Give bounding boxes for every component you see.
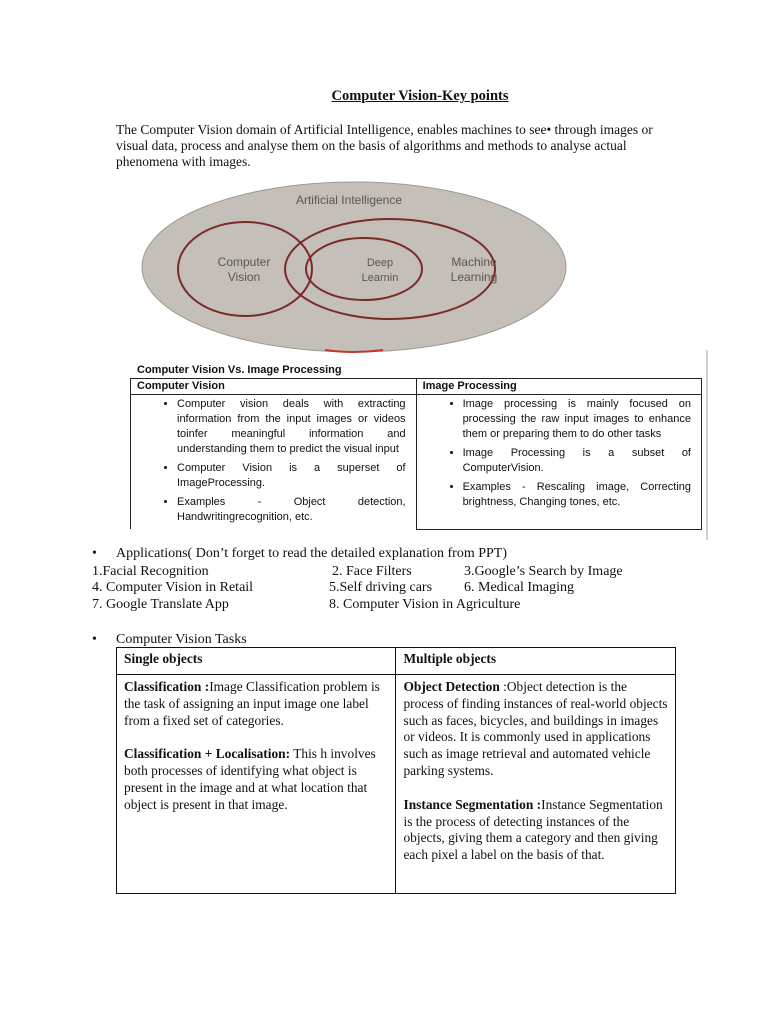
ml-label-line1: Machine: [451, 255, 497, 269]
application-item: 3.Google’s Search by Image: [464, 564, 623, 579]
cv-column-header: Computer Vision: [131, 379, 417, 395]
ai-venn-diagram: [140, 180, 570, 355]
ai-label: Artificial Intelligence: [295, 193, 403, 207]
single-objects-cell: [117, 675, 396, 894]
bullet: •: [92, 546, 97, 561]
task-description: [124, 746, 388, 813]
task-text: Instance Segmentation is the process of detecting instances of the objects, giving them a category and then giving each pixel a label on the basis of that.: [403, 796, 663, 863]
cv-tasks-table: [116, 647, 676, 894]
list-item: • Examples - Object detection, Handwritingrecognition, etc.: [177, 495, 406, 525]
task-text: Image Classification problem is the task of assigning an input image one label from a fixed set of categories.: [124, 679, 380, 728]
task-term: Object Detection: [403, 679, 500, 694]
tasks-heading: Computer Vision Tasks: [116, 632, 247, 647]
ip-points-cell: [416, 395, 701, 530]
cv-points-list: [141, 397, 406, 525]
list-item: • Computer vision deals with extracting information from the input images or videos toinfer meaningful information and understanding them to predict the visual input: [177, 397, 406, 457]
application-item: 7. Google Translate App: [92, 597, 229, 612]
bullet: •: [92, 632, 97, 647]
application-item: 6. Medical Imaging: [464, 580, 575, 595]
application-item: 1.Facial Recognition: [92, 564, 209, 579]
list-item: • Image Processing is a subset of ComputerVision.: [463, 446, 691, 476]
cv-points-cell: [131, 395, 417, 530]
task-text: :Object detection is the process of finding instances of real-world objects such as faces, bicycles, and buildings in images or videos. It is commonly used in applications such as image retrieval and automated vehicle parking systems.: [403, 679, 668, 778]
application-item: 2. Face Filters: [332, 564, 412, 579]
cv-label-line1: Computer: [217, 255, 271, 269]
task-description: [124, 679, 388, 729]
list-item: • Computer Vision is a superset of ImageProcessing.: [177, 461, 406, 491]
multiple-objects-cell: [396, 675, 676, 894]
cv-vs-ip-table: [130, 378, 702, 530]
comparison-title: Computer Vision Vs. Image Processing: [137, 364, 342, 376]
application-item: 8. Computer Vision in Agriculture: [329, 597, 521, 612]
list-item: • Image processing is mainly focused on processing the raw input images to enhance them or preparing them to do other tasks: [463, 397, 691, 442]
cv-label-line2: Vision: [227, 270, 261, 284]
scan-edge-divider: [706, 350, 708, 540]
list-item: • Examples - Rescaling image, Correcting brightness, Changing tones, etc.: [463, 480, 691, 510]
multiple-objects-header: Multiple objects: [396, 648, 676, 675]
application-item: 5.Self driving cars: [329, 580, 433, 595]
ip-points-list: [427, 397, 691, 510]
dl-label-line1: Deep: [366, 257, 394, 269]
application-item: 4. Computer Vision in Retail: [92, 580, 254, 595]
intro-paragraph: The Computer Vision domain of Artificial Intelligence, enables machines to see• through images or visual data, process and analyse them on the basis of algorithms and methods to analyse actual phenomena with images.: [116, 122, 653, 169]
dl-label-line2: Learnin: [361, 272, 399, 284]
task-term: Instance Segmentation :: [403, 796, 542, 812]
page-title: Computer Vision-Key points: [331, 88, 509, 104]
single-objects-header: Single objects: [117, 648, 396, 675]
task-description: [403, 679, 668, 780]
ml-label-line2: Learning: [450, 270, 498, 284]
task-text: This h involves both processes of identifying what object is present in the image and at what location that object is present in that image.: [124, 746, 376, 812]
task-term: Classification + Localisation:: [124, 746, 291, 762]
ip-column-header: Image Processing: [416, 379, 701, 395]
applications-heading: Applications( Don’t forget to read the detailed explanation from PPT): [116, 546, 507, 561]
task-description: [403, 797, 668, 864]
task-term: Classification :: [124, 679, 210, 694]
ai-outer-ellipse: [142, 182, 566, 352]
